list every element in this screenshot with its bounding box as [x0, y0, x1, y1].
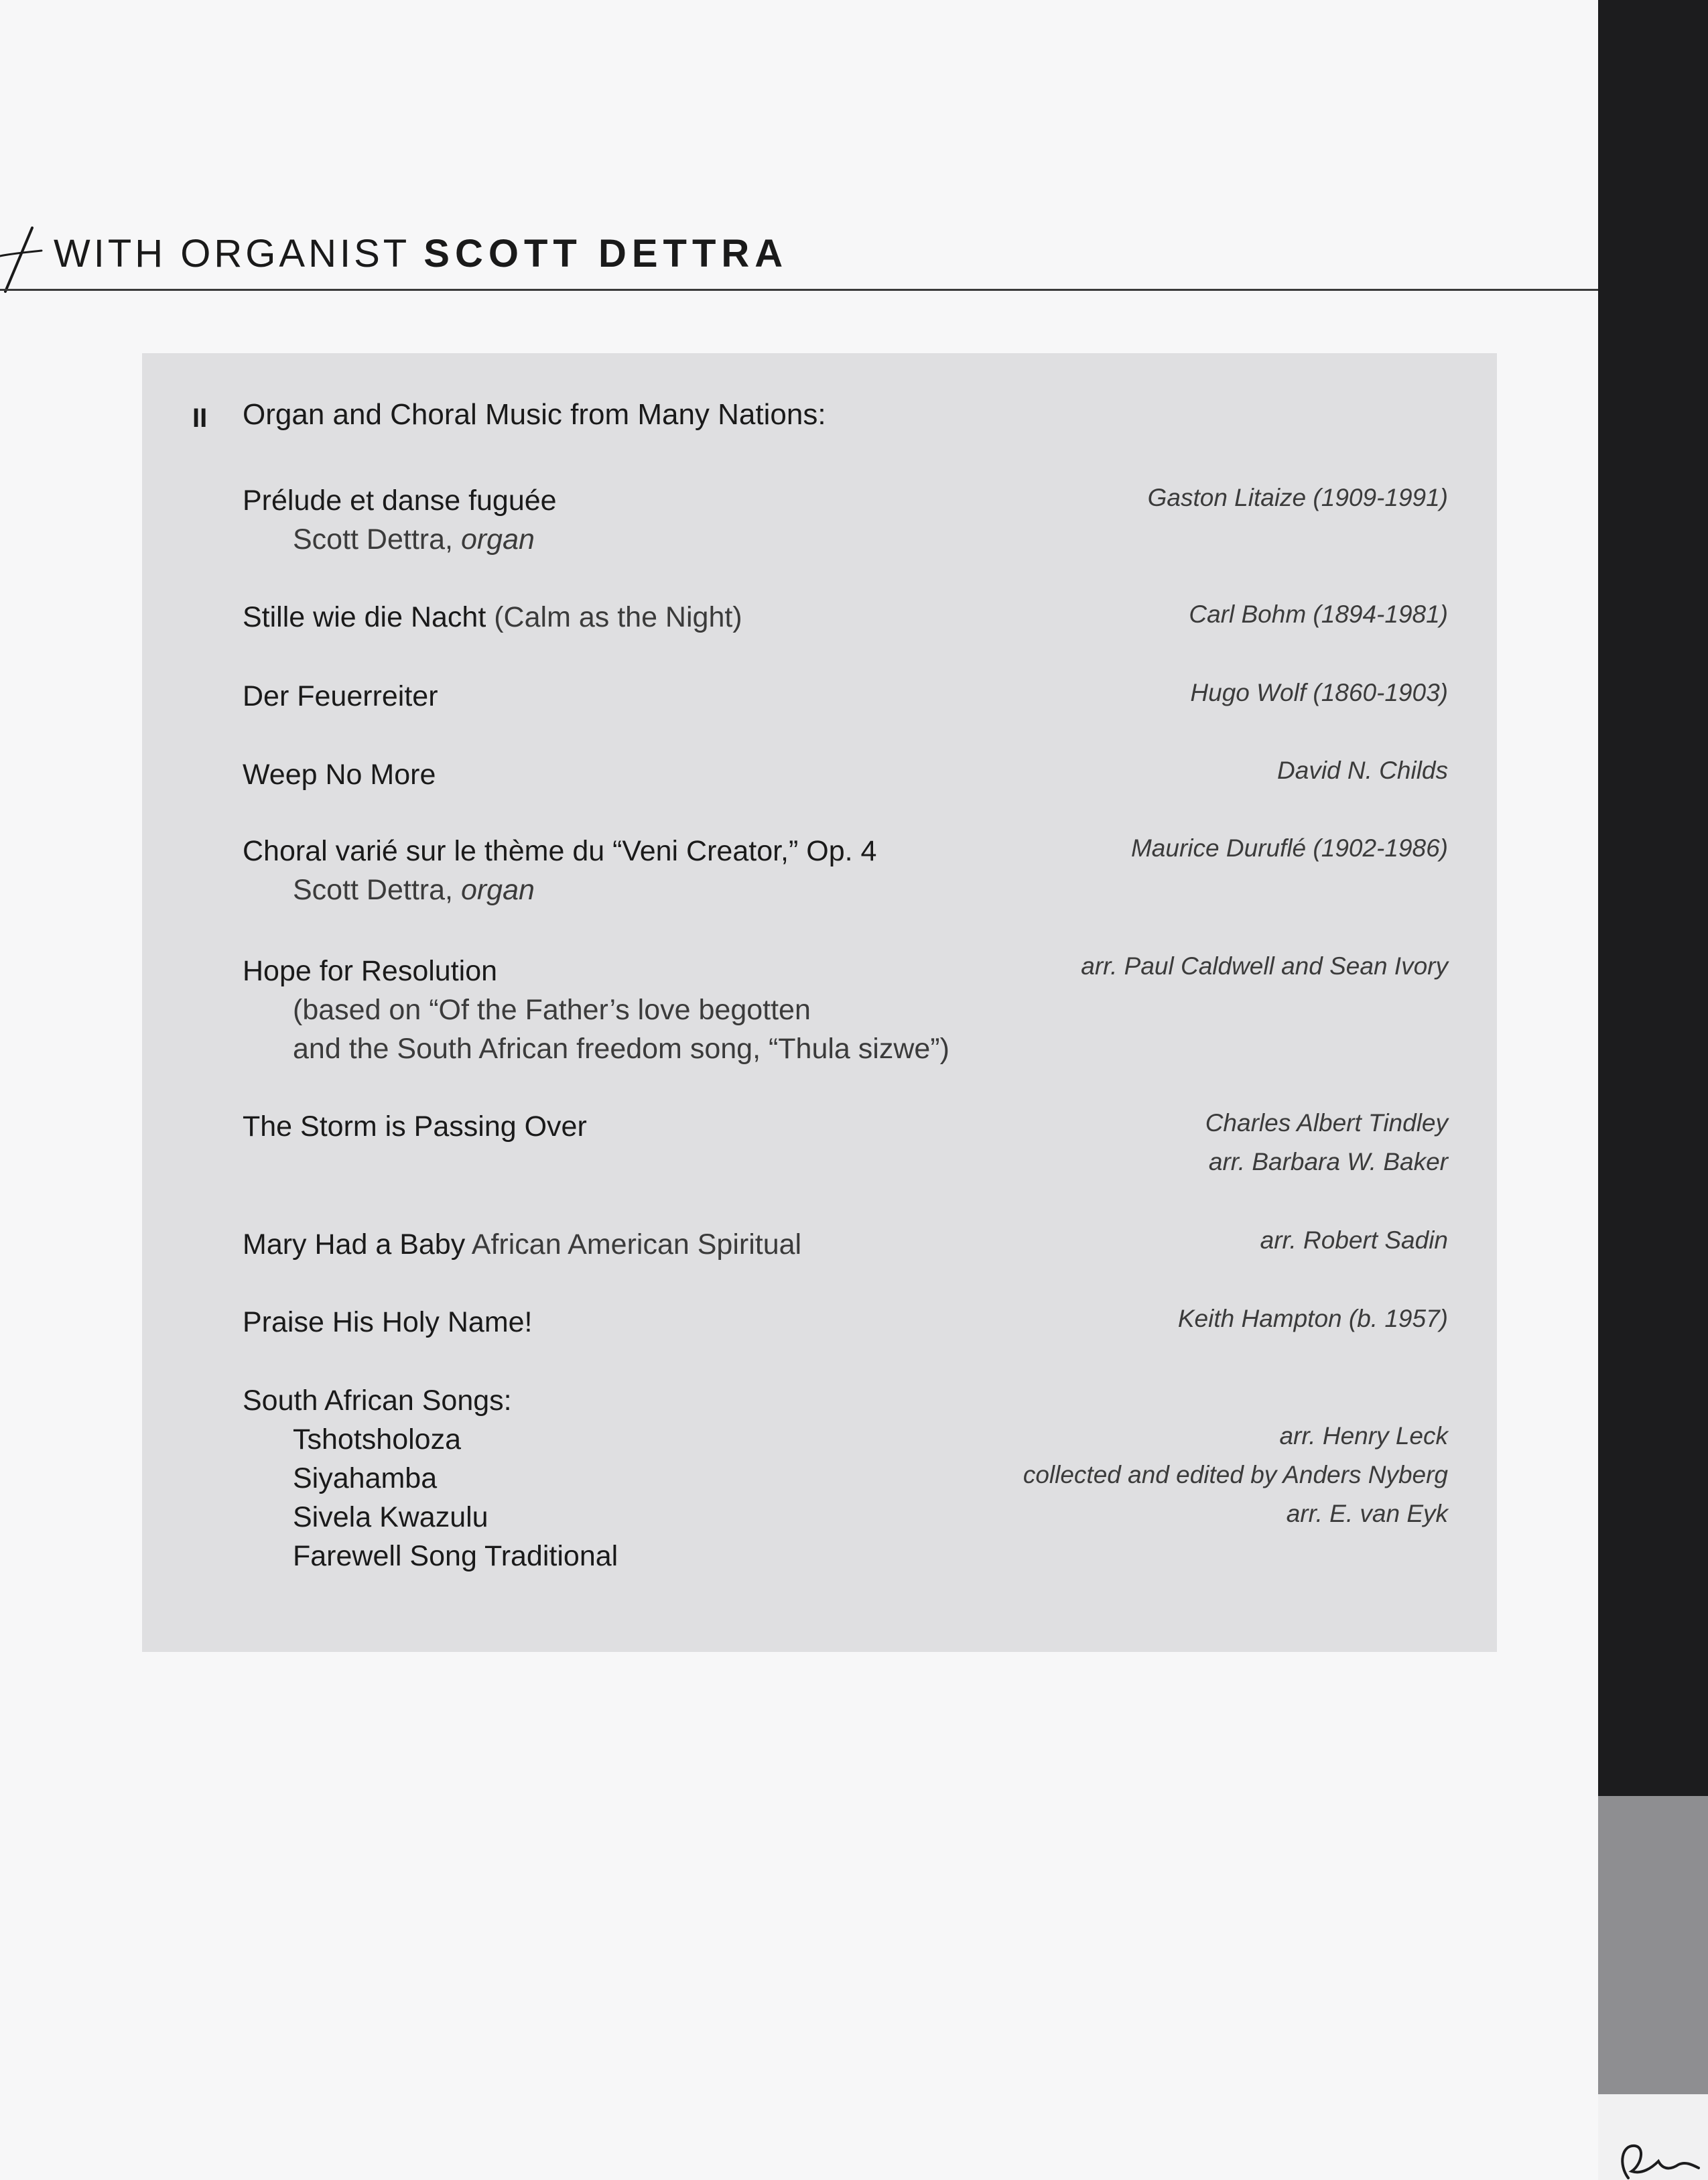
program-item-composer: [845, 751, 1448, 790]
composer-line: arr. E. van Eyk: [1286, 1500, 1448, 1527]
performer-name: Scott Dettra,: [293, 523, 453, 556]
composer-line: collected and edited by Anders Nyberg: [1023, 1461, 1448, 1488]
composer-line: arr. Henry Leck: [1279, 1422, 1448, 1450]
performer-instrument: organ: [460, 523, 535, 556]
program-item-title: Choral varié sur le thème du “Veni Creator,” Op. 4: [243, 835, 877, 867]
header-organist-name: SCOTT DETTRA: [423, 232, 789, 275]
program-item-subtitle: (Calm as the Night): [494, 601, 742, 633]
section-numeral: II: [192, 403, 208, 433]
program-item-title: The Storm is Passing Over: [243, 1110, 587, 1143]
program-item-title: Stille wie die Nacht: [243, 601, 486, 633]
page-header-title: [54, 231, 788, 276]
song-list-item: Farewell Song Traditional: [293, 1540, 618, 1572]
program-item-title: South African Songs:: [243, 1385, 512, 1417]
program-item-composer: [845, 947, 1448, 986]
composer-line: Charles Albert Tindley: [1205, 1109, 1448, 1137]
program-item-title: Hope for Resolution: [243, 955, 498, 987]
performer-name: Scott Dettra,: [293, 874, 453, 906]
program-item-composer: [845, 1417, 1448, 1533]
program-item-note: and the South African freedom song, “Thula sizwe”): [293, 1033, 949, 1065]
program-item-performer: [243, 871, 1114, 909]
script-fragment-icon: [0, 221, 47, 295]
program-item-title: Prélude et danse fuguée: [243, 485, 557, 517]
script-flourish-icon: [1615, 2138, 1702, 2180]
program-item-subtitle: African American Spiritual: [471, 1228, 802, 1261]
program-item-composer: [845, 1104, 1448, 1181]
program-item-title: Weep No More: [243, 759, 436, 791]
program-item-composer: [845, 674, 1448, 712]
song-list-item: Tshotsholoza: [293, 1423, 461, 1456]
composer-line: arr. Barbara W. Baker: [1208, 1148, 1448, 1175]
header-divider: [0, 289, 1598, 291]
program-item-composer: [845, 478, 1448, 517]
program-item-composer: [845, 595, 1448, 634]
program-item-title: Mary Had a Baby: [243, 1228, 466, 1261]
program-item-composer: [845, 829, 1448, 868]
composer-line: Maurice Duruflé (1902-1986): [1130, 834, 1448, 862]
performer-instrument: organ: [460, 874, 535, 906]
composer-line: arr. Robert Sadin: [1260, 1226, 1448, 1254]
composer-line: Gaston Litaize (1909-1991): [1147, 484, 1448, 511]
program-item-performer: [243, 520, 1114, 559]
program-item-note: (based on “Of the Father’s love begotten: [293, 994, 811, 1026]
page-edge-gray-strip: [1598, 1796, 1708, 2094]
composer-line: Keith Hampton (b. 1957): [1177, 1305, 1448, 1332]
composer-line: arr. Paul Caldwell and Sean Ivory: [1081, 952, 1448, 980]
header-prefix: WITH ORGANIST: [54, 232, 410, 275]
song-list-item: Siyahamba: [293, 1462, 438, 1494]
page-edge-dark-strip: [1598, 0, 1708, 1796]
song-list-item: Sivela Kwazulu: [293, 1501, 488, 1533]
composer-line: Hugo Wolf (1860-1903): [1190, 679, 1448, 706]
program-item-title: Praise His Holy Name!: [243, 1306, 533, 1338]
composer-line: David N. Childs: [1277, 757, 1448, 784]
program-item-composer: [845, 1299, 1448, 1338]
section-heading: Organ and Choral Music from Many Nations:: [243, 398, 826, 431]
program-item-composer: [845, 1221, 1448, 1260]
program-item-title: Der Feuerreiter: [243, 680, 438, 712]
composer-line: Carl Bohm (1894-1981): [1189, 600, 1448, 628]
